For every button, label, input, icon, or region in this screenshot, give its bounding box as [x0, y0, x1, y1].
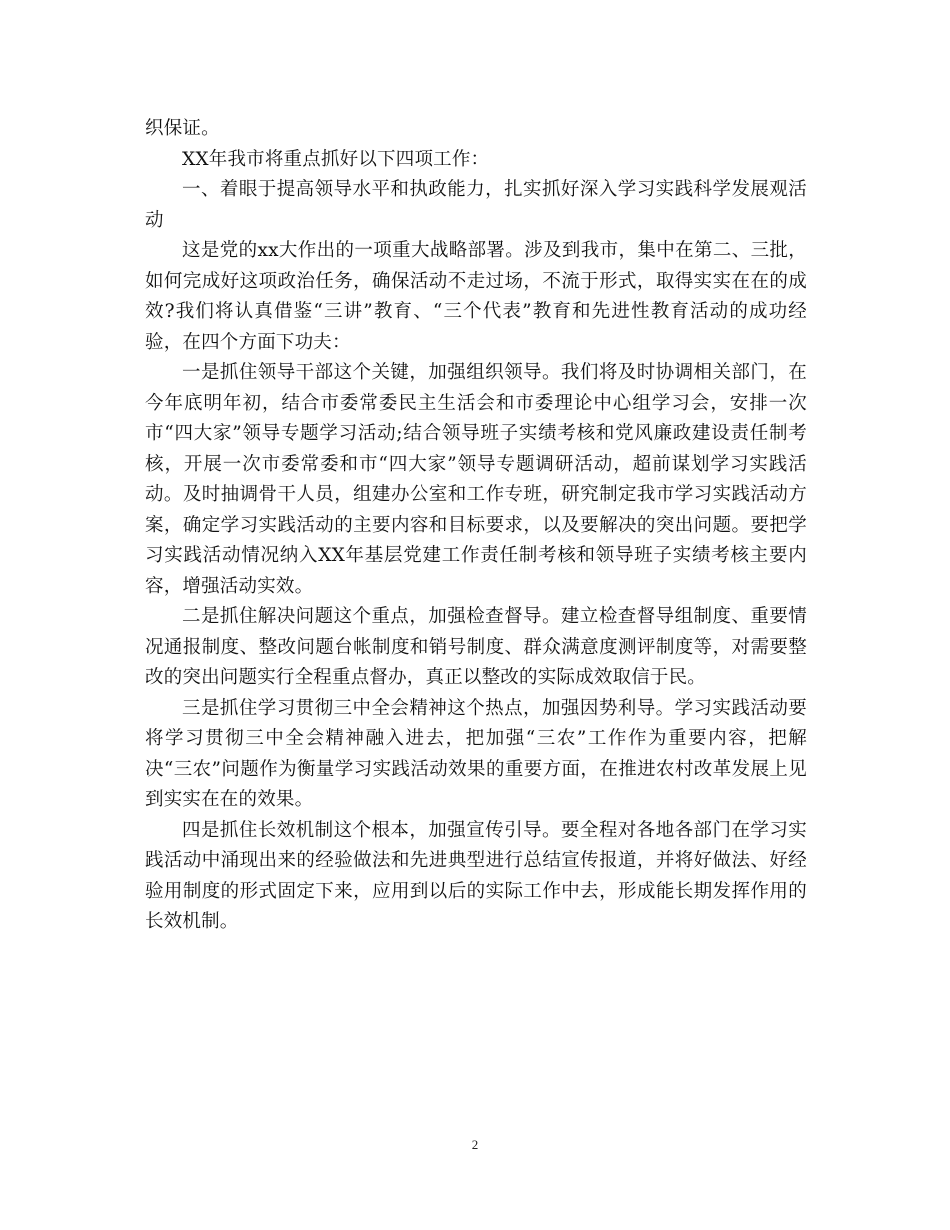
paragraph-point-two: 二是抓住解决问题这个重点，加强检查督导。建立检查督导组制度、重要情况通报制度、整改问题台帐制度和销号制度、群众满意度测评制度等，对需要整改的突出问题实行全程重点督办，真正以整改的实际成效取信于民。: [145, 606, 807, 688]
paragraph-point-one: 一是抓住领导干部这个关键，加强组织领导。我们将及时协调相关部门，在今年底明年初，结合市委常委民主生活会和市委理论中心组学习会，安排一次市“四大家”领导专题学习活动;结合领导班子实绩考核和党风廉政建设责任制考核，开展一次市委常委和市“四大家”领导专题调研活动，超前谋划学习实践活动。及时抽调骨干人员，组建办公室和工作专班，研究制定我市学习实践活动方案，确定学习实践活动的主要内容和目标要求，以及要解决的突出问题。要把学习实践活动情况纳入XX年基层党建工作责任制考核和领导班子实绩考核主要内容，增强活动实效。: [145, 362, 807, 597]
section-heading: 一、着眼于提高领导水平和执政能力，扎实抓好深入学习实践科学发展观活动: [145, 179, 807, 231]
paragraph-continuation: 织保证。: [145, 118, 220, 139]
paragraph-point-four: 四是抓住长效机制这个根本，加强宣传引导。要全程对各地各部门在学习实践活动中涌现出来的经验做法和先进典型进行总结宣传报道，并将好做法、好经验用制度的形式固定下来，应用到以后的实际工作中去，形成能长期发挥作用的长效机制。: [145, 819, 807, 932]
page-number: 2: [471, 1137, 479, 1152]
paragraph-intro: XX年我市将重点抓好以下四项工作：: [182, 148, 490, 170]
paragraph-strategy: 这是党的xx大作出的一项重大战略部署。涉及到我市，集中在第二、三批，如何完成好这项政治任务，确保活动不走过场，不流于形式，取得实实在在的成效?我们将认真借鉴“三讲”教育、“三个代表”教育和先进性教育活动的成功经验，在四个方面下功夫：: [145, 240, 807, 353]
paragraph-point-three: 三是抓住学习贯彻三中全会精神这个热点，加强因势利导。学习实践活动要将学习贯彻三中全会精神融入进去，把加强“三农”工作作为重要内容，把解决“三农”问题作为衡量学习实践活动效果的重要方面，在推进农村改革发展上见到实实在在的效果。: [145, 697, 807, 810]
document-body: [145, 114, 807, 938]
